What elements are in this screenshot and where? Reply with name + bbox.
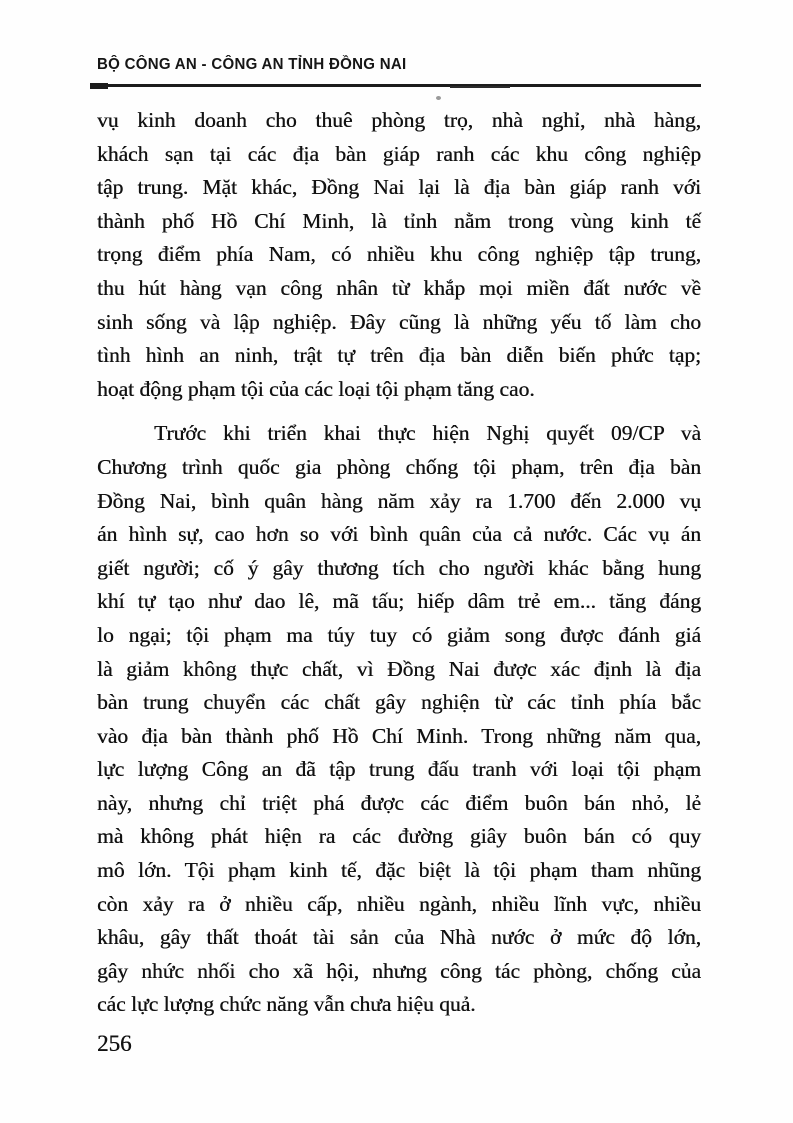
paragraph-2 xyxy=(97,417,701,1022)
text-line: tập trung. Mặt khác, Đồng Nai lại là địa bàn giáp ranh với xyxy=(97,175,701,200)
text-line: thu hút hàng vạn công nhân từ khắp mọi miền đất nước về xyxy=(97,275,701,300)
text-line: này, nhưng chỉ triệt phá được các điểm buôn bán nhỏ, lẻ xyxy=(97,790,701,815)
text-line: gây nhức nhối cho xã hội, nhưng công tác phòng, chống của xyxy=(97,958,701,983)
text-line: khí tự tạo như dao lê, mã tấu; hiếp dâm trẻ em... tăng đáng xyxy=(97,589,701,614)
text-line: tình hình an ninh, trật tự trên địa bàn diễn biến phức tạp; xyxy=(97,343,701,368)
text-line: án hình sự, cao hơn so với bình quân của cả nước. Các vụ án xyxy=(97,522,701,547)
text-line: trọng điểm phía Nam, có nhiều khu công nghiệp tập trung, xyxy=(97,242,701,267)
text-line: là giảm không thực chất, vì Đồng Nai được xác định là địa xyxy=(97,656,701,681)
text-line: Chương trình quốc gia phòng chống tội phạm, trên địa bàn xyxy=(97,454,701,479)
text-line: Trước khi triển khai thực hiện Nghị quyết 09/CP và xyxy=(154,421,701,446)
text-line: khâu, gây thất thoát tài sản của Nhà nước ở mức độ lớn, xyxy=(97,925,701,950)
text-line: mà không phát hiện ra các đường giây buôn bán có quy xyxy=(97,824,701,849)
text-line: giết người; cố ý gây thương tích cho người khác bằng hung xyxy=(97,555,701,580)
text-line: thành phố Hồ Chí Minh, là tỉnh nằm trong vùng kinh tế xyxy=(97,208,701,233)
paragraph-1 xyxy=(97,104,701,406)
text-line: vụ kinh doanh cho thuê phòng trọ, nhà nghỉ, nhà hàng, xyxy=(97,108,701,132)
text-line: khách sạn tại các địa bàn giáp ranh các khu công nghiệp xyxy=(97,141,701,166)
body-text xyxy=(97,104,701,1022)
text-line: lo ngại; tội phạm ma túy tuy có giảm song được đánh giá xyxy=(97,622,701,647)
page-number: 256 xyxy=(97,1031,132,1056)
header-rule-divider xyxy=(90,84,701,87)
text-line: các lực lượng chức năng vẫn chưa hiệu quả. xyxy=(97,992,476,1017)
text-line: sinh sống và lập nghiệp. Đây cũng là những yếu tố làm cho xyxy=(97,309,701,334)
text-line: hoạt động phạm tội của các loại tội phạm tăng cao. xyxy=(97,376,535,401)
text-line: mô lớn. Tội phạm kinh tế, đặc biệt là tội phạm tham nhũng xyxy=(97,858,701,883)
text-line: lực lượng Công an đã tập trung đấu tranh với loại tội phạm xyxy=(97,757,701,782)
text-line: Đồng Nai, bình quân hàng năm xảy ra 1.700 đến 2.000 vụ xyxy=(97,488,701,513)
ink-dot-artifact xyxy=(436,96,441,100)
running-header: BỘ CÔNG AN - CÔNG AN TỈNH ĐỒNG NAI xyxy=(97,56,407,73)
text-line: vào địa bàn thành phố Hồ Chí Minh. Trong những năm qua, xyxy=(97,723,701,748)
text-line: bàn trung chuyển các chất gây nghiện từ các tỉnh phía bắc xyxy=(97,690,701,715)
text-line: còn xảy ra ở nhiều cấp, nhiều ngành, nhiều lĩnh vực, nhiều xyxy=(97,891,701,916)
